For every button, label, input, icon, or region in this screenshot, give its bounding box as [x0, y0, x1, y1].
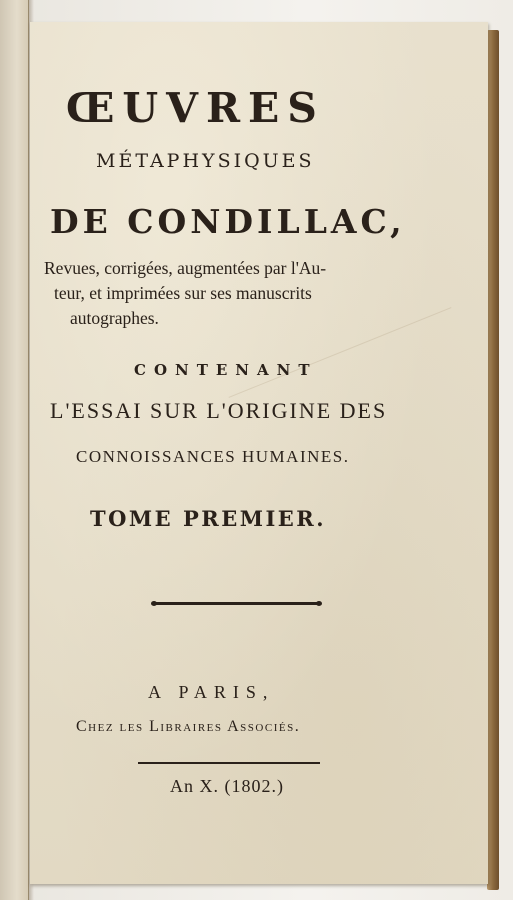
imprint-city: A PARIS, — [148, 682, 275, 702]
imprint-rule — [138, 762, 320, 764]
description-line-3: autographes. — [70, 308, 159, 328]
ornamental-rule — [154, 602, 319, 605]
imprint-date: An X. (1802.) — [170, 776, 284, 796]
contenant-label: CONTENANT — [134, 361, 318, 379]
title-line-author: DE CONDILLAC, — [50, 202, 406, 241]
work-title-line-1: L'ESSAI SUR L'ORIGINE DES — [50, 398, 388, 423]
preceding-page-edge — [0, 0, 29, 900]
description-line-2: teur, et imprimées sur ses manuscrits — [54, 283, 312, 303]
work-title-line-2: CONNOISSANCES HUMAINES. — [76, 447, 350, 466]
volume-label: TOME PREMIER. — [90, 506, 327, 531]
imprint-publisher: Chez les Libraires Associés. — [76, 718, 301, 735]
title-line-metaphysiques: MÉTAPHYSIQUES — [96, 150, 315, 172]
title-line-oeuvres: ŒUVRES — [66, 84, 325, 132]
description-line-1: Revues, corrigées, augmentées par l'Au- — [44, 258, 327, 278]
title-page — [30, 22, 488, 884]
